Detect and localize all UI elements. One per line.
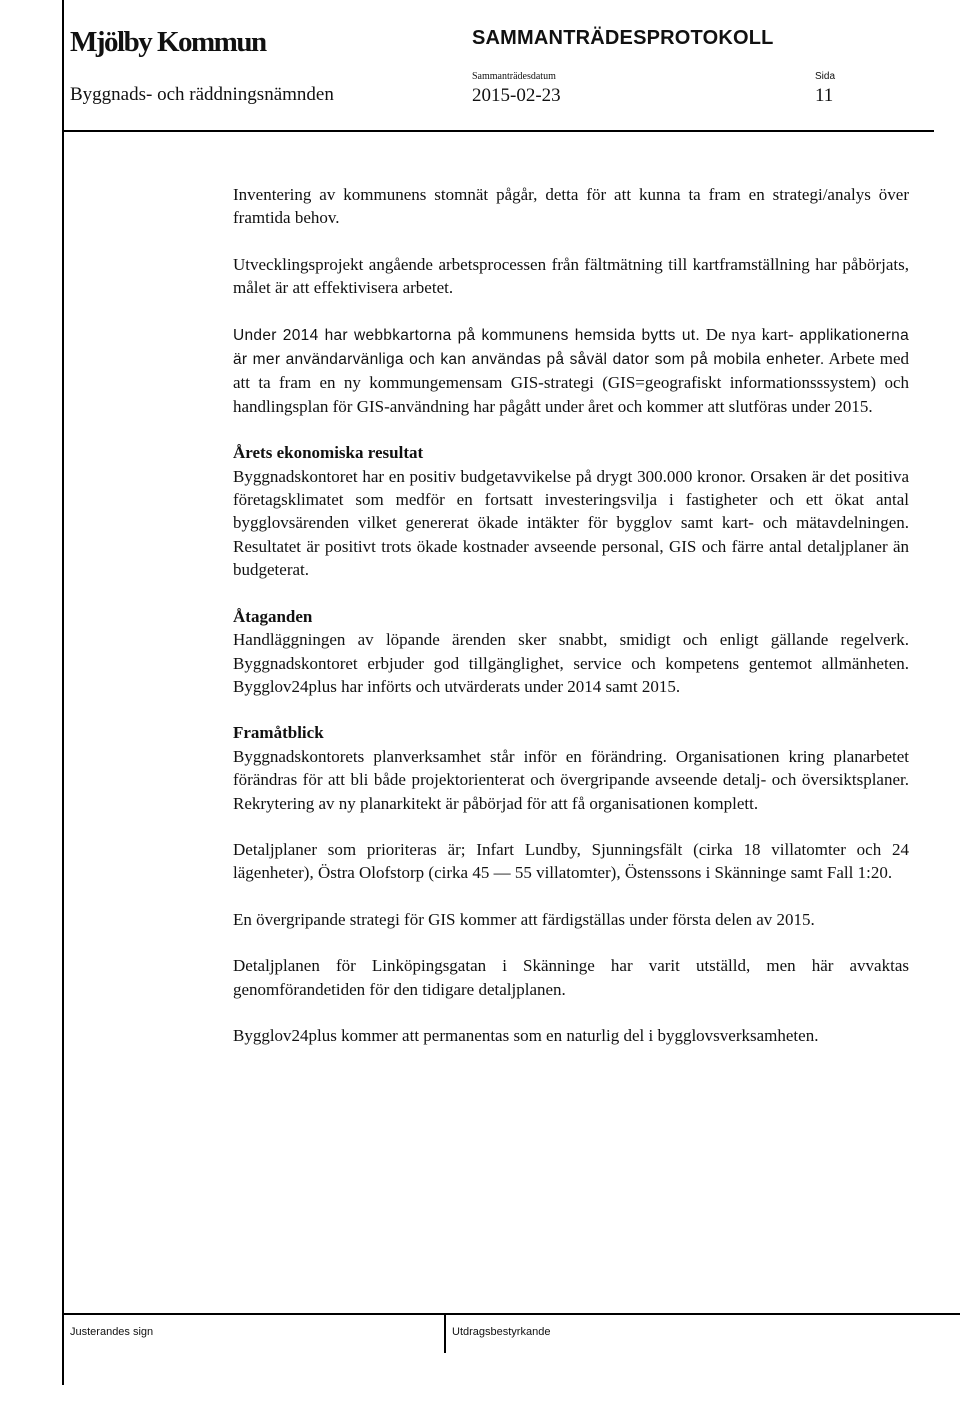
header-rule (62, 130, 934, 132)
document-body (233, 183, 909, 1070)
paragraph-gis-strategi: En övergripande strategi för GIS kommer att färdigställas under första delen av 2015. (233, 909, 815, 929)
heading-ekonomiskt-resultat: Årets ekonomiska resultat (233, 443, 424, 463)
left-margin-rule (62, 0, 64, 1385)
webbkartor-sentence: Under 2014 har webbkartorna på kommunens hemsida bytts ut. (233, 326, 700, 344)
heading-framatblick: Framåtblick (233, 723, 324, 743)
applikationer-sentence: applikationerna är mer användarvänliga och kan användas på såväl dator som på mobila enheter. (233, 326, 909, 369)
paragraph-detaljplaner: Detaljplaner som prioriteras är; Infart Lundby, Sjunningsfält (cirka 18 villatomter och 24 lägenheter), Östra Olofstorp (cirka 45 — 55 villatomter), Östenssons i Skänninge samt Fall 1:20. (233, 839, 909, 883)
footer-justerandes-sign: Justerandes sign (70, 1326, 154, 1338)
page-number: 11 (815, 85, 834, 106)
section-ataganden (233, 605, 909, 699)
gis-strategi-sentence: Arbete med att ta fram en ny kommungemensam GIS-strategi (GIS=geografiskt informationsssystem) och handlingsplan för GIS-användning har pågått under året och kommer att slutföras under 2015. (233, 349, 909, 416)
paragraph-utvecklingsprojekt: Utvecklingsprojekt angående arbetsprocessen från fältmätning till kartframställning har påbörjats, målet är att effektivisera arbetet. (233, 254, 909, 298)
page-label: Sida (815, 71, 836, 82)
paragraph-stomnat: Inventering av kommunens stomnät pågår, detta för att kunna ta fram en strategi/analys över framtida behov. (233, 185, 909, 228)
footer-rule (62, 1313, 960, 1315)
paragraph-ataganden: Handläggningen av löpande ärenden sker snabbt, smidigt och enligt gällande regelverk. Byggnadskontoret erbjuder god tillgänglighet, service och kompetens gentemot allmänheten. Bygglov24plus har införts och utvärderats under 2014 samt 2015. (233, 630, 909, 696)
paragraph-ekonomiskt-resultat: Byggnadskontoret har en positiv budgetavvikelse på drygt 300.000 kronor. Orsaken är det positiva företagsklimatet som medför en fortsatt investeringsvilja i fastigheter och ett ökat antal bygglovsärenden vilket genererat ökade intäkter för bygglov samt kart- och mätavdelningen. Resultatet är positivt trots ökade kostnader avseende personal, GIS och färre antal detaljplaner än budgeterat. (233, 466, 909, 580)
paragraph-framatblick: Byggnadskontorets planverksamhet står inför en förändring. Organisationen kring planarbetet förändras för att bli både projektorienterat och övergripande avseende detalj- och översiktsplaner. Rekrytering av ny planarkitekt är påbörjad för att få organisationen komplett. (233, 746, 909, 813)
section-ekonomiskt-resultat (233, 441, 909, 581)
heading-ataganden: Åtaganden (233, 606, 313, 626)
meeting-date-value: 2015-02-23 (472, 85, 561, 106)
footer-utdragsbestyrkande: Utdragsbestyrkande (452, 1326, 551, 1338)
document-type-title: SAMMANTRÄDESPROTOKOLL (472, 27, 774, 49)
footer-divider (444, 1313, 446, 1353)
committee-name: Byggnads- och räddningsnämnden (70, 84, 334, 105)
organization-name: Mjölby Kommun (70, 26, 266, 58)
paragraph-bygglov24plus: Bygglov24plus kommer att permanentas som en naturlig del i bygglovsverksamheten. (233, 1025, 819, 1045)
section-framatblick (233, 721, 909, 815)
webbkartor-continuation: De nya kart- (705, 324, 794, 344)
meeting-date-label: Sammanträdesdatum (472, 71, 556, 82)
paragraph-linkopingsgatan: Detaljplanen för Linköpingsgatan i Skänninge har varit utställd, men här avvaktas genomförandetiden för den tidigare detaljplanen. (233, 956, 909, 999)
paragraph-webbkartor (233, 323, 909, 419)
